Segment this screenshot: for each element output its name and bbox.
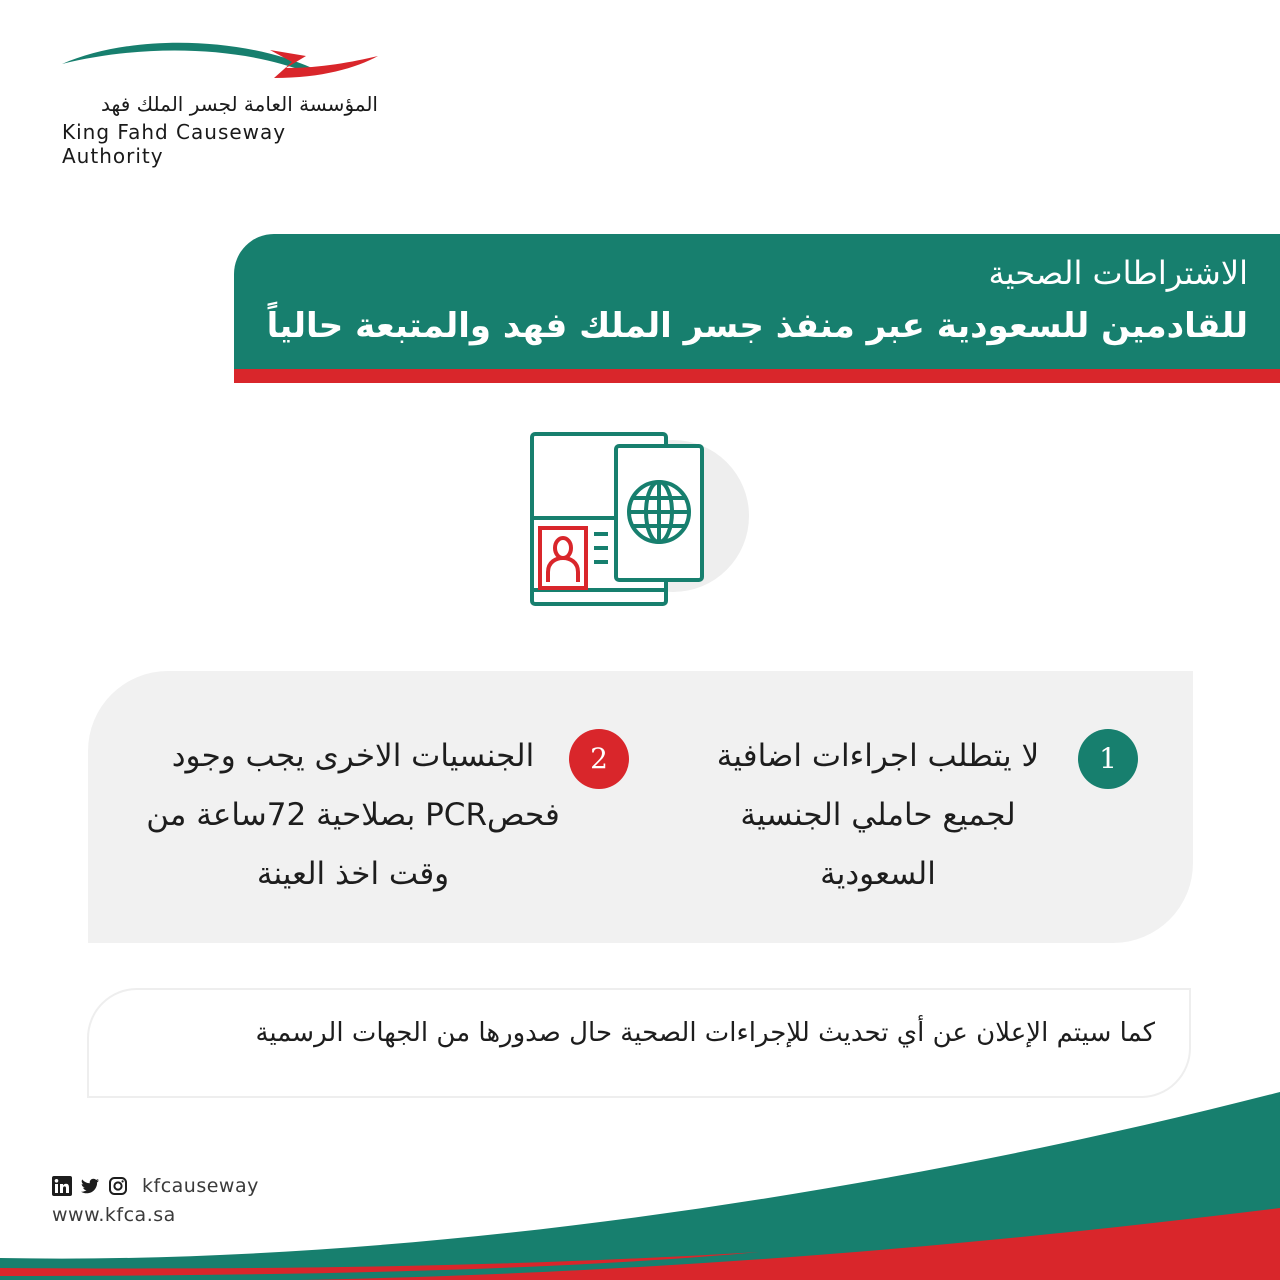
item-1-text: لا يتطلب اجراءات اضافية لجميع حاملي الجنسية السعودية	[716, 738, 1040, 892]
item-1-number-badge: 1	[1078, 729, 1138, 789]
requirements-panel	[88, 671, 1193, 943]
passport-id-icon	[528, 430, 758, 610]
causeway-arc-icon	[60, 38, 380, 88]
twitter-icon[interactable]	[80, 1176, 100, 1196]
item-2-number-badge: 2	[569, 729, 629, 789]
header-banner	[234, 234, 1280, 370]
social-handle[interactable]: kfcauseway	[142, 1175, 259, 1197]
item-2-text: الجنسيات الاخرى يجب وجود فحصPCR بصلاحية 72ساعة من وقت اخذ العينة	[146, 738, 560, 892]
logo-name-arabic: المؤسسة العامة لجسر الملك فهد	[101, 92, 378, 116]
instagram-icon[interactable]	[108, 1176, 128, 1196]
kfca-logo	[60, 38, 380, 168]
linkedin-icon[interactable]	[52, 1176, 72, 1196]
update-note-text: كما سيتم الإعلان عن أي تحديث للإجراءات الصحية حال صدورها من الجهات الرسمية	[255, 1018, 1155, 1048]
website-link[interactable]: www.kfca.sa	[52, 1204, 176, 1226]
header-title: الاشتراطات الصحية	[988, 254, 1248, 292]
header-red-stripe	[234, 369, 1280, 383]
header-subtitle: للقادمين للسعودية عبر منفذ جسر الملك فهد والمتبعة حالياً	[266, 306, 1248, 346]
logo-name-english: King Fahd Causeway Authority	[62, 120, 287, 168]
social-links	[52, 1174, 259, 1198]
